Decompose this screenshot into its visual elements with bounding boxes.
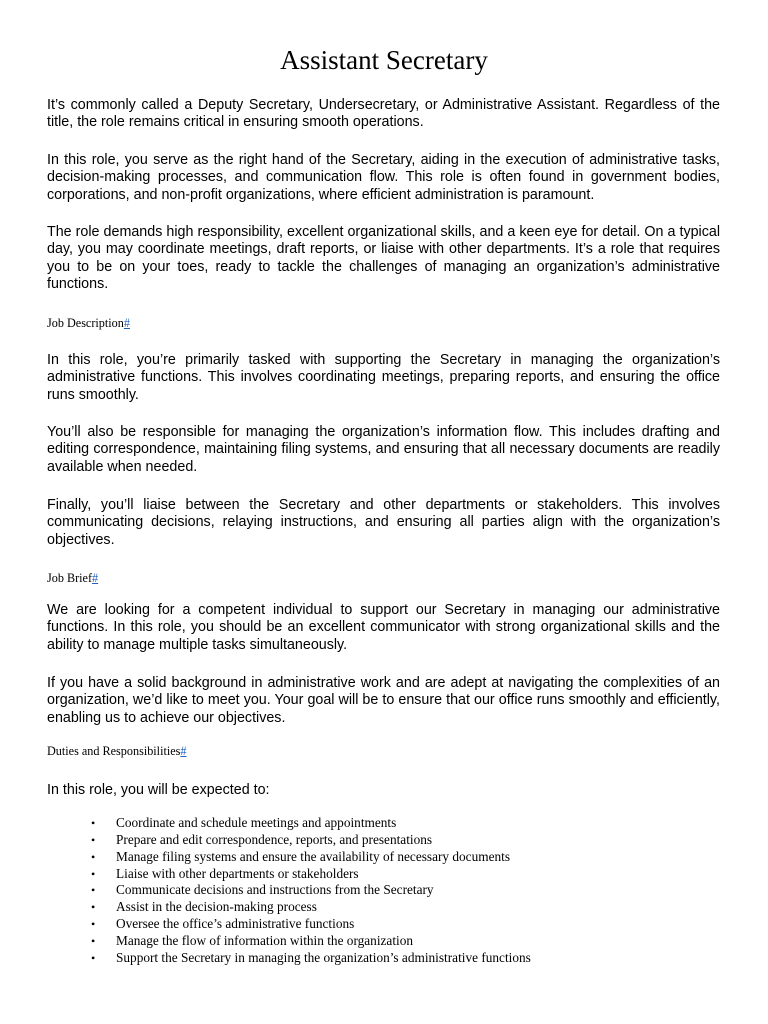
job-description-paragraph-2: You’ll also be responsible for managing the organization’s information flow. This includes drafting and editing correspondence, maintaining filing systems, and ensuring that all necessary documents are readily available when needed. (47, 424, 720, 475)
duties-heading (47, 743, 186, 759)
list-item (88, 933, 531, 950)
bullet-icon: • (91, 950, 96, 965)
bullet-icon: • (91, 849, 96, 864)
intro-paragraph-1: It’s commonly called a Deputy Secretary, Undersecretary, or Administrative Assistant. Regardless of the title, the role remains critical in ensuring smooth operations. (47, 97, 720, 131)
list-item-text: Liaise with other departments or stakeholders (116, 865, 359, 881)
list-item-text: Communicate decisions and instructions from the Secretary (116, 882, 434, 898)
job-description-paragraph-3: Finally, you’ll liaise between the Secretary and other departments or stakeholders. This involves communicating decisions, relaying instructions, and ensuring all parties align with the organization’s objectives. (47, 497, 720, 548)
bullet-icon: • (91, 917, 96, 932)
intro-paragraph-2: In this role, you serve as the right hand of the Secretary, aiding in the execution of administrative tasks, decision-making processes, and communication flow. This role is often found in government bodies, corporations, and non-profit organizations, where efficient administration is paramount. (47, 152, 720, 203)
duties-list (88, 815, 531, 967)
job-brief-paragraph-1: We are looking for a competent individual to support our Secretary in managing our administrative functions. In this role, you should be an excellent communicator with strong organizational skills and the ability to manage multiple tasks simultaneously. (47, 602, 720, 653)
job-description-anchor-link[interactable]: # (123, 316, 130, 330)
list-item (88, 882, 531, 899)
list-item-text: Manage the flow of information within the organization (116, 932, 414, 948)
job-brief-heading-text: Job Brief (47, 571, 93, 585)
list-item-text: Support the Secretary in managing the organization’s administrative functions (116, 949, 531, 965)
bullet-icon: • (91, 883, 96, 898)
job-brief-anchor-link[interactable]: # (92, 571, 99, 585)
bullet-icon: • (91, 832, 96, 847)
job-brief-paragraph-2: If you have a solid background in administrative work and are adept at navigating the complexities of an organization, we’d like to meet you. Your goal will be to ensure that our office runs smoothly and efficiently, enabling us to achieve our objectives. (47, 675, 720, 726)
list-item-text: Assist in the decision-making process (116, 899, 317, 915)
bullet-icon: • (91, 816, 96, 830)
list-item (88, 849, 531, 866)
bullet-icon: • (91, 933, 96, 948)
job-brief-heading (47, 570, 98, 586)
list-item (88, 866, 531, 883)
list-item (88, 899, 531, 916)
list-item (88, 916, 531, 933)
duties-anchor-link[interactable]: # (180, 744, 187, 758)
duties-intro: In this role, you will be expected to: (47, 782, 270, 798)
job-description-paragraph-1: In this role, you’re primarily tasked with supporting the Secretary in managing the organization’s administrative functions. This involves coordinating meetings, preparing reports, and ensuring the office runs smoothly. (47, 352, 720, 403)
list-item-text: Prepare and edit correspondence, reports, and presentations (116, 831, 433, 847)
duties-heading-text: Duties and Responsibilities (47, 744, 181, 758)
list-item (88, 950, 531, 967)
intro-paragraph-3: The role demands high responsibility, excellent organizational skills, and a keen eye for detail. On a typical day, you may coordinate meetings, draft reports, or liaise with other departments. It’s a role that requires you to be on your toes, ready to tackle the challenges of managing an organization’s administrative functions. (47, 224, 720, 292)
list-item-text: Oversee the office’s administrative functions (116, 916, 355, 932)
list-item-text: Manage filing systems and ensure the availability of necessary documents (116, 848, 510, 864)
list-item-text: Coordinate and schedule meetings and appointments (116, 815, 397, 830)
job-description-heading (47, 315, 130, 331)
bullet-icon: • (91, 900, 96, 915)
page-title: Assistant Secretary (280, 45, 488, 75)
list-item (88, 815, 531, 832)
job-description-heading-text: Job Description (47, 316, 124, 330)
list-item (88, 832, 531, 849)
bullet-icon: • (91, 866, 96, 881)
